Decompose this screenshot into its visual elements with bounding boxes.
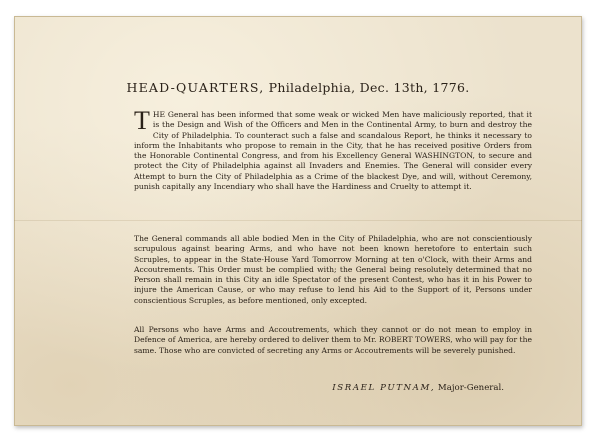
paragraph-1-text: HE General has been informed that some weak or wicked Men have maliciously reported, that it is the Design and Wish of the Officers and Men in the Continental Army, to burn and destroy the City of Philadelphia. To counteract such a false and scandalous Report, he thinks it necessary to inform the Inhabitants who propose to remain in the City, that he has received positive Orders from the Honorable Continental Congress, and from his Excellency General WASHINGTON, to secure and protect the City of Philadelphia against all Invaders and Enemies. The General will consider every Attempt to burn the City of Philadelphia as a Crime of the blackest Dye, and will, without Ceremony, punish capitally any Incendiary who shall have the Hardiness and Cruelty to attempt it. [134, 110, 532, 192]
paper-fold-crease [14, 220, 582, 221]
paragraph-3: All Persons who have Arms and Accoutrements, which they cannot or do not mean to employ in Defence of America, are hereby ordered to deliver them to Mr. ROBERT TOWERS, who will pay for the same. Those who are convicted of secreting any Arms or Accoutrements will be severely punished. [134, 325, 532, 355]
heading-place-date: Philadelphia, Dec. 13th, 1776. [264, 80, 470, 95]
heading-lead: HEAD-QUARTERS, [126, 80, 265, 95]
broadside-sheet [14, 16, 582, 426]
signatory-title: Major-General. [435, 383, 504, 393]
signatory-name: ISRAEL PUTNAM, [332, 383, 436, 393]
paragraph-2: The General commands all able bodied Men in the City of Philadelphia, who are not conscientiously scrupulous against bearing Arms, and who have not been known heretofore to entertain such Scruples, to appear in the State-House Yard Tomorrow Morning at ten o'Clock, with their Arms and Accoutrements. This Order must be complied with; the General being resolutely determined that no Person shall remain in this City an idle Spectator of the present Contest, who has it in his Power to injure the American Cause, or who may refuse to lend his Aid to the Support of it, Persons under conscientious Scruples, as before mentioned, only excepted. [134, 234, 532, 305]
document-heading [14, 80, 582, 95]
drop-cap: T [134, 106, 150, 135]
paragraph-1 [134, 106, 532, 192]
signature-line [332, 383, 504, 393]
